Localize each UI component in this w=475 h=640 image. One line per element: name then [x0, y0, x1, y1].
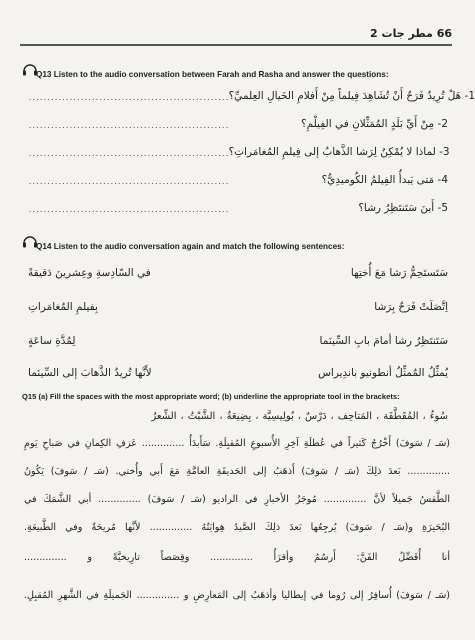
q15-word-bank: الشِّعرُ ، الشَّبْتُ ، بِضِيعَةٌ ، بُولِيسِيَّة ، دَرْسٌ ، المَتاحِف ، المُقَطَّفَة ، سُوءُ: [151, 410, 448, 422]
question-text: 3- لماذا لا يُمْكِنُ لِرَشا الذَّهابُ إلى فِيلمِ المُغامَراتِ؟: [228, 146, 450, 158]
word-bank-item: بِضِيعَةٌ: [226, 410, 252, 422]
q14-match-row: [28, 364, 448, 382]
q15-paragraph-line: (سَـ / سَوفَ) أَخْرُجُ كَثيراً في عُطلَةِ آخِرِ الأُسبوعِ المُقبِلَةِ. سَأَبدَأُ .............. عَزفِ الكِمانِ في صَباحِ يَومِ: [24, 438, 450, 449]
q14-match-row: [28, 298, 448, 316]
match-left: في السّادِسةِ وعِشرينَ دَقيقةً: [28, 267, 151, 279]
match-right: اِتَّصَلَتْ فَرَحٌ بِرَشا: [374, 301, 448, 313]
q15-paragraph-line: البُحَيرَةِ و(سَـ / سَوفَ) يُرجِعُها بَعدَ ذلِكَ الصَّيدُ هِوايَتُهُ .............. لأنَّها مُريحَةٌ وفي الطَّبيعَةِ.: [24, 522, 450, 533]
q14-match-row: [28, 332, 448, 350]
answer-blank[interactable]: ......................................................: [28, 150, 229, 158]
match-left: لِمُدَّةِ ساعَةٍ: [28, 335, 76, 347]
match-right: سَتَنتَظِرُ رشا أمامَ بابِ السِّينَما: [319, 335, 448, 347]
question-text: 5- أَينَ سَتَنتَظِرُ رشا؟: [358, 202, 448, 214]
word-bank-item: الشِّعرُ: [151, 410, 177, 422]
answer-blank[interactable]: ......................................................: [28, 206, 229, 214]
q13-question-3: [28, 142, 448, 158]
q15-paragraph-line: (سَـ / سَوفَ) أُسافِرُ إلى رُوما في إيطاليا وأذهَبُ إلى المَعارِضِ و .............. الجَميلَةِ في الشَّهرِ المُقبِلِ.: [24, 590, 450, 601]
match-right: سَتَستَحِمُّ رَشا مَعَ أُختِها: [350, 267, 448, 279]
question-text: 2- مِنْ أَيِّ بَلَدٍ المُمَثِّلانِ في الفِيلْمِ؟: [301, 118, 448, 130]
answer-blank[interactable]: ......................................................: [28, 122, 229, 130]
q15-paragraph-line: .............. بَعدَ ذلِكَ (سَـ / سَوفَ) أَذهَبُ إلى الحَديقَةِ العامَّةِ مَعَ أَبي وأُختي. (سَـ / سَوفَ) يَكُونُ: [24, 466, 450, 477]
question-text: 1- هَلْ تُرِيدُ فَرَحٌ أَنْ تُشَاهِدَ فِيلماً مِنْ أَفلامِ الخَيالِ العِلميِّ؟: [228, 90, 475, 102]
match-left: بِفيلمِ المُغامَراتِ: [28, 301, 98, 313]
word-bank-item: الشَّبْتُ: [187, 410, 216, 422]
match-right: يُمثِّلُ المُمثِّلُ أنطونيو باندِيراس: [318, 367, 448, 379]
q13-question-2: [28, 114, 448, 130]
q13-title: Q13 Listen to the audio conversation between Farah and Rasha and answer the questions:: [36, 70, 389, 79]
q13-question-1: [28, 86, 475, 102]
word-bank-item: المُقَطَّفَة: [383, 410, 419, 422]
q13-question-4: [28, 170, 448, 186]
q14-title: Q14 Listen to the audio conversation again and match the following sentences:: [36, 242, 345, 251]
header-rule: [20, 44, 452, 46]
answer-blank[interactable]: ......................................................: [28, 94, 229, 102]
word-bank-item: سُوءُ: [429, 410, 448, 422]
q13-question-5: [28, 198, 448, 214]
q15-paragraph-line: أنا أُفَضِّلُ الفَنَّ: أَرسُمُ وأقرَأُ .............. وقِصَصاً تارِيخيَّةً و ..............: [24, 552, 450, 563]
page-header: [20, 22, 452, 40]
q15-paragraph-line: الطَّقسُ جَميلاً لأنَّ .............. مُوجَزُ الأخبارِ في الراديو (سَـ / سَوفَ) .............. أبي الشَّمَكَ في: [24, 494, 450, 505]
word-bank-item: المَتاحِف: [337, 410, 372, 422]
q13-heading: [36, 70, 452, 79]
question-text: 4- مَتى يَبدأُ الفِيلمُ الكُوميدِيُّ؟: [321, 174, 448, 186]
page-number-label: 66 مطر جات 2: [370, 27, 452, 40]
word-bank-item: دَرْسٌ: [305, 410, 327, 422]
match-left: لأَنَّها تُريدُ الذَّهابَ إلى السِّينَما: [28, 367, 152, 379]
q14-match-row: [28, 264, 448, 282]
answer-blank[interactable]: ......................................................: [28, 178, 229, 186]
q15-title: Q15 (a) Fill the spaces with the most appropriate word; (b) underline the appropriate tool in the brackets:: [22, 392, 400, 401]
q14-heading: [36, 242, 452, 251]
word-bank-item: بُولِيسِيَّة: [262, 410, 294, 422]
q15-heading: [22, 392, 452, 401]
